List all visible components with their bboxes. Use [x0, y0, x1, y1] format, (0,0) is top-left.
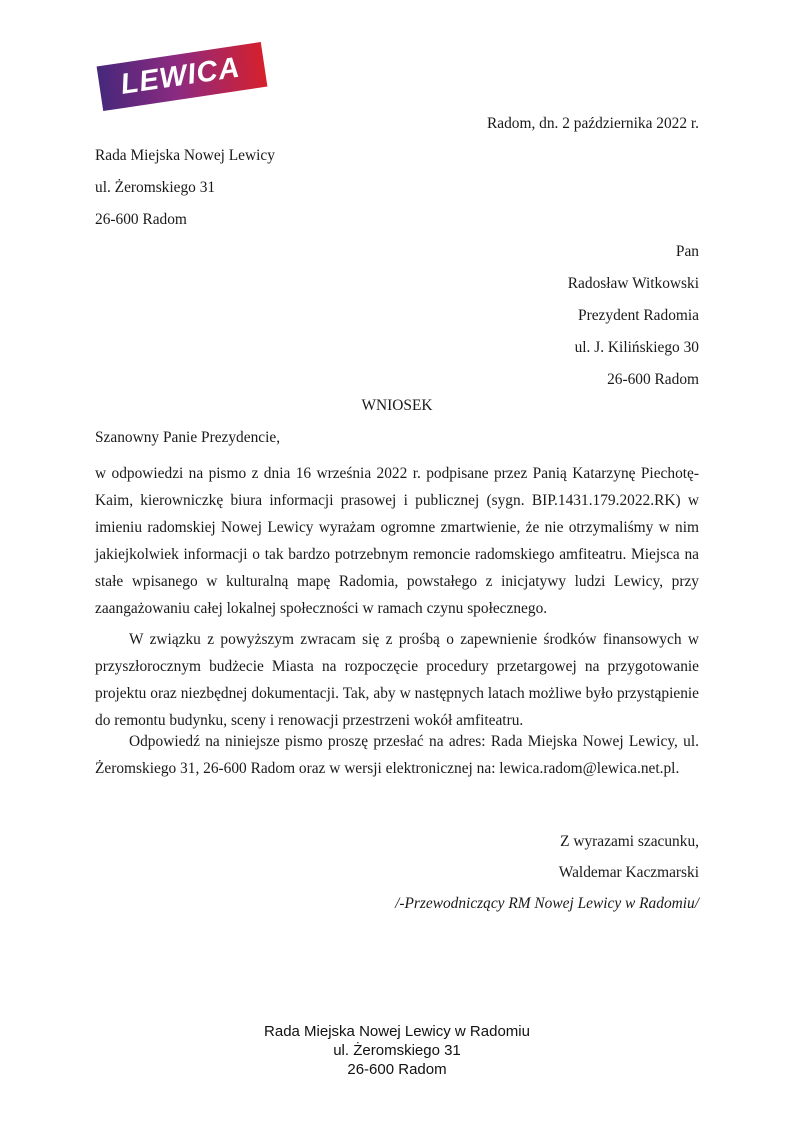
signature-name: Waldemar Kaczmarski	[558, 864, 699, 881]
letter-title: WNIOSEK	[361, 397, 433, 414]
signature-block	[95, 826, 699, 919]
body-paragraph: W związku z powyższym zwracam się z prośbą o zapewnienie środków finansowych w przyszłorocznym budżecie Miasta na rozpoczęcie procedury przetargowej na przygotowanie projektu oraz niezbędnej dokumentacji. Tak, aby w następnych latach możliwe było przystąpienie do remontu budynku, sceny i renowacji przestrzeni wokół amfiteatru.	[95, 631, 699, 729]
recipient-address-line: 26-600 Radom	[607, 371, 699, 388]
footer-line: 26-600 Radom	[347, 1061, 447, 1078]
date-line: Radom, dn. 2 października 2022 r.	[487, 115, 699, 132]
footer-line: ul. Żeromskiego 31	[333, 1042, 461, 1059]
sender-address-line: 26-600 Radom	[95, 211, 187, 228]
recipient-address-line: Prezydent Radomia	[578, 307, 699, 324]
signature-closing: Z wyrazami szacunku,	[560, 833, 699, 850]
signature-role: /-Przewodniczący RM Nowej Lewicy w Radomiu/	[395, 895, 699, 912]
sender-address-line: Rada Miejska Nowej Lewicy	[95, 147, 275, 164]
body-paragraph: w odpowiedzi na pismo z dnia 16 września 2022 r. podpisane przez Panią Katarzynę Piechotę-Kaim, kierowniczkę biura informacji prasowej i publicznej (sygn. BIP.1431.179.2022.RK) w imieniu radomskiej Nowej Lewicy wyrażam ogromne zmartwienie, że nie otrzymaliśmy w nim jakiejkolwiek informacji o tak bardzo potrzebnym remoncie radomskiego amfiteatru. Miejsca na stałe wpisanego w kulturalną mapę Radomia, powstałego z inicjatywy ludzi Lewicy, przy zaangażowaniu całej lokalnej społeczności w ramach czynu społecznego.	[95, 465, 699, 617]
recipient-address	[95, 236, 699, 396]
body-paragraph: Odpowiedź na niniejsze pismo proszę przesłać na adres: Rada Miejska Nowej Lewicy, ul. Żeromskiego 31, 26-600 Radom oraz w wersji elektronicznej na: lewica.radom@lewica.net.pl.	[95, 733, 699, 777]
recipient-address-line: Pan	[675, 243, 699, 260]
recipient-address-line: ul. J. Kilińskiego 30	[574, 339, 699, 356]
sender-address	[95, 140, 699, 236]
sender-address-line: ul. Żeromskiego 31	[95, 179, 216, 196]
letter-footer	[0, 1022, 794, 1079]
salutation: Szanowny Panie Prezydencie,	[95, 429, 281, 446]
footer-line: Rada Miejska Nowej Lewicy w Radomiu	[264, 1023, 530, 1040]
lewica-logo-text: LEWICA	[118, 51, 243, 101]
recipient-address-line: Radosław Witkowski	[567, 275, 699, 292]
